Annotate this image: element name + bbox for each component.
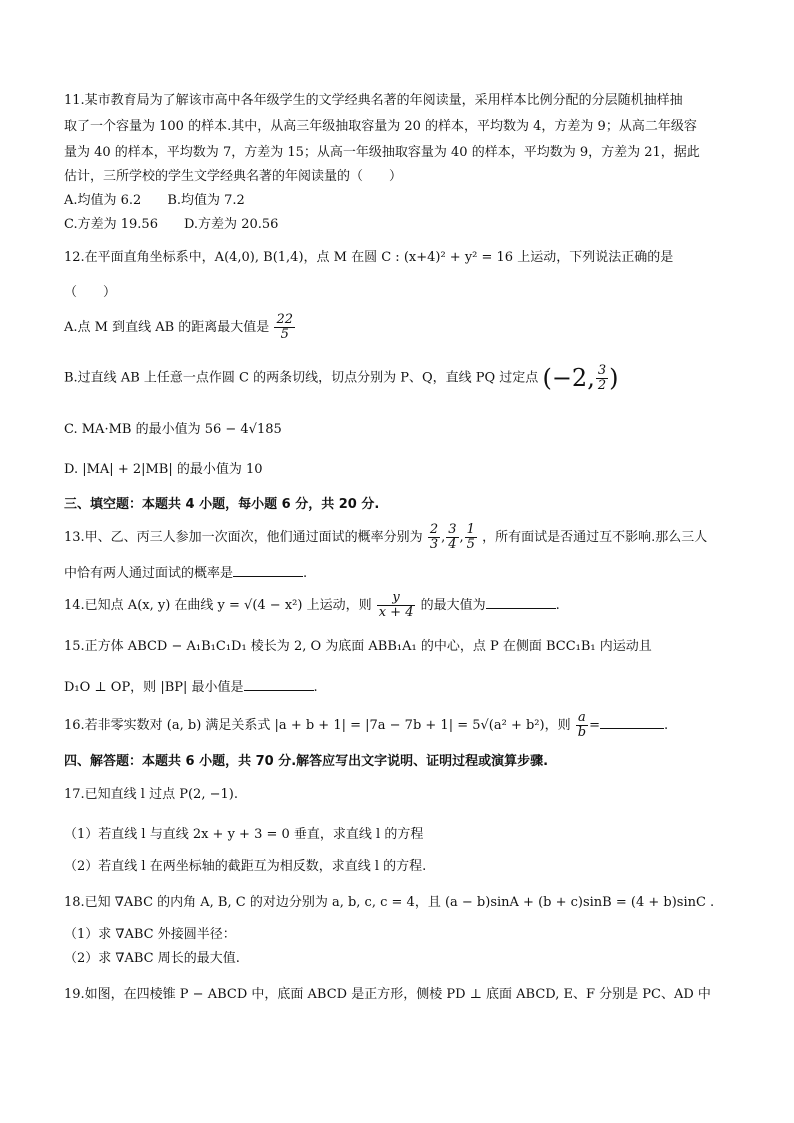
fraction-denominator: b (577, 725, 587, 740)
fraction-denominator: 3 (429, 537, 439, 552)
answer-blank[interactable] (600, 716, 664, 729)
answer-blank[interactable] (244, 678, 314, 691)
q12-option-a (64, 312, 296, 344)
q16-stem-pre: 16.若非零实数对 (a, b) 满足关系式 |a + b + 1| = |7a − 7b + 1| = 5√(a² + b²)，则 (64, 718, 571, 733)
q12-option-b (64, 362, 618, 395)
q17-part-2: （2）若直线 l 在两坐标轴的截距互为相反数，求直线 l 的方程. (64, 859, 427, 874)
period: . (313, 680, 318, 695)
period: . (303, 566, 308, 581)
fraction-denominator: 2 (597, 377, 607, 393)
q13-fraction-3 (465, 523, 477, 552)
fraction-numerator: 3 (448, 522, 457, 537)
q12-option-b-fraction (596, 364, 608, 393)
q13-line2-text: 中恰有两人通过面试的概率是 (64, 566, 234, 581)
q13-fraction-2 (446, 523, 458, 552)
q11-line4: 估计，三所学校的学生文学经典名著的年阅读量的（ ） (64, 169, 403, 184)
q13-fraction-1 (428, 523, 440, 552)
q13-line2 (64, 564, 307, 583)
q15-line1: 15.正方体 ABCD − A₁B₁C₁D₁ 棱长为 2, O 为底面 ABB₁A₁ 的中心，点 P 在侧面 BCC₁B₁ 内运动且 (64, 639, 652, 654)
period: . (663, 718, 669, 733)
fraction-numerator: y (377, 591, 416, 606)
q11-options-ab: A.均值为 6.2 B.均值为 7.2 (64, 193, 245, 208)
q18-part-1: （1）求 ∇ABC 外接圆半径： (64, 927, 236, 942)
q12-option-b-point-open: (−2, (542, 364, 595, 392)
q11-line2: 取了一个容量为 100 的样本.其中，从高三年级抽取容量为 20 的样本，平均数为 4，方差为 9；从高二年级容 (64, 119, 697, 134)
period: . (555, 598, 560, 613)
fraction-denominator: x + 4 (378, 605, 414, 620)
q13-line1: 13.甲、乙、丙三人参加一次面次，他们通过面试的概率分别为 $\frac{2}{3}$ , $\frac{3}{4}$ , $\frac{1}{5}$ ，所有面试是否通过互不影响.那么三人 (64, 522, 708, 552)
q18-stem: 18.已知 ∇ABC 的内角 A, B, C 的对边分别为 a, b, c, c = 4，且 (a − b)sinA + (b + c)sinB = (4 + b)sinC . (64, 895, 715, 910)
q12-paren: （ ） (64, 285, 117, 300)
q15-line2 (64, 678, 318, 697)
q12-option-c: C. MA·MB 的最小值为 56 − 4√185 (64, 422, 282, 437)
fraction-numerator: a (576, 711, 588, 726)
q12-option-d: D. |MA| + 2|MB| 的最小值为 10 (64, 462, 263, 477)
q14-stem-pre: 14.已知点 A(x, y) 在曲线 y = √(4 − x²) 上运动，则 (64, 598, 372, 613)
fraction-denominator: 4 (448, 537, 457, 552)
fraction-numerator: 22 (276, 312, 293, 327)
fraction-numerator: 1 (466, 522, 475, 537)
q16-line (64, 710, 668, 742)
q17-stem: 17.已知直线 l 过点 P(2, −1). (64, 787, 238, 802)
q12-option-a-text: A.点 M 到直线 AB 的距离最大值是 (64, 320, 270, 335)
answer-blank[interactable] (486, 596, 556, 609)
section-3-heading: 三、填空题：本题共 4 小题，每小题 6 分，共 20 分. (64, 497, 380, 512)
q15-line2-text: D₁O ⊥ OP，则 |BP| 最小值是 (64, 680, 244, 695)
q12-option-a-fraction (274, 313, 295, 342)
q12-option-b-text: B.过直线 AB 上任意一点作圆 C 的两条切线，切点分别为 P、Q，直线 PQ 过定点 (64, 370, 539, 386)
q16-stem-post: = (589, 718, 600, 733)
q13-stem-post: ，所有面试是否通过互不影响.那么三人 (482, 530, 708, 545)
q13-stem-pre: 13.甲、乙、丙三人参加一次面次，他们通过面试的概率分别为 (64, 530, 423, 545)
q11-line3: 量为 40 的样本，平均数为 7，方差为 15；从高一年级抽取容量为 40 的样本，平均数为 9，方差为 21，据此 (64, 145, 700, 160)
q19-stem: 19.如图，在四棱锥 P − ABCD 中，底面 ABCD 是正方形，侧棱 PD ⊥ 底面 ABCD, E、F 分别是 PC、AD 中 (64, 987, 711, 1002)
q16-fraction (576, 711, 588, 740)
fraction-numerator: 3 (597, 362, 607, 378)
q18-part-2: （2）求 ∇ABC 周长的最大值. (64, 951, 240, 966)
q14-fraction (377, 591, 416, 620)
section-4-heading: 四、解答题：本题共 6 小题，共 70 分.解答应写出文字说明、证明过程或演算步骤. (64, 754, 549, 769)
fraction-numerator: 2 (429, 522, 439, 537)
q11-options-cd: C.方差为 19.56 D.方差为 20.56 (64, 217, 279, 232)
fraction-denominator: 5 (280, 327, 289, 342)
q17-part-1: （1）若直线 l 与直线 2x + y + 3 = 0 垂直，求直线 l 的方程 (64, 827, 424, 842)
q11-line1: 11.某市教育局为了解该市高中各年级学生的文学经典名著的年阅读量，采用样本比例分配的分层随机抽样抽 (64, 93, 683, 108)
answer-blank[interactable] (233, 564, 303, 577)
fraction-denominator: 5 (466, 537, 475, 552)
q12-option-b-point-close: ) (609, 364, 619, 392)
q12-stem: 12.在平面直角坐标系中，A(4,0), B(1,4)，点 M 在圆 C : (x+4)² + y² = 16 上运动，下列说法正确的是 (64, 250, 674, 265)
q14-stem-post: 的最大值为 (420, 598, 486, 613)
q14-line (64, 590, 560, 622)
